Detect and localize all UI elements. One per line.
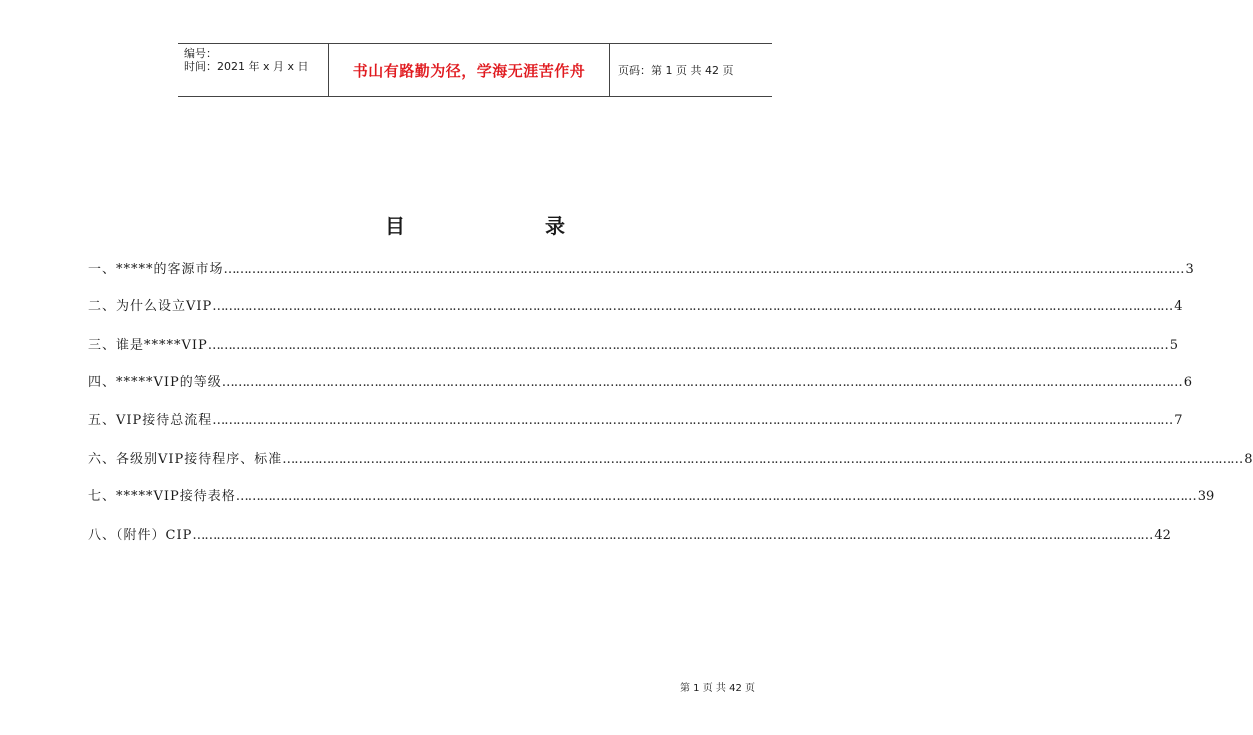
number-label: 编号： bbox=[184, 47, 217, 60]
toc-item-page: 42 bbox=[1154, 528, 1171, 543]
toc-item[interactable] bbox=[88, 336, 1179, 356]
toc-item[interactable] bbox=[88, 526, 1171, 546]
toc-leader: …………………………………………………………………………………………………………………………………………………………………………………………………………………… bbox=[207, 338, 1168, 353]
toc-item[interactable] bbox=[88, 450, 1253, 470]
toc-item-page: 5 bbox=[1169, 338, 1179, 353]
toc-item-label: 一、*****的客源市场 bbox=[88, 262, 224, 277]
toc-item-page: 8 bbox=[1244, 452, 1253, 467]
toc-leader: …………………………………………………………………………………………………………………………………………………………………………………………………………………… bbox=[212, 299, 1173, 314]
toc-item-label: 二、为什么设立VIP bbox=[88, 299, 213, 314]
toc-item-page: 3 bbox=[1185, 262, 1194, 277]
toc-item-label: 三、谁是*****VIP bbox=[88, 338, 208, 353]
toc-item-page: 7 bbox=[1174, 413, 1183, 428]
toc-item-page: 4 bbox=[1174, 299, 1183, 314]
header-motto: 书山有路勤为径，学海无涯苦作舟 bbox=[329, 44, 610, 96]
toc-item-label: 八、（附件）CIP bbox=[88, 528, 193, 543]
toc-item-label: 四、*****VIP的等级 bbox=[88, 375, 222, 390]
header-page-info: 页码：第 1 页 共 42 页 bbox=[618, 64, 734, 77]
toc-item-page: 39 bbox=[1197, 489, 1215, 504]
toc-title-char-1: 目 bbox=[385, 214, 405, 238]
toc-item[interactable] bbox=[88, 487, 1215, 507]
toc-leader: …………………………………………………………………………………………………………………………………………………………………………………………………………………… bbox=[223, 262, 1184, 277]
toc-item-page: 6 bbox=[1183, 375, 1193, 390]
toc-item-label: 五、VIP接待总流程 bbox=[88, 413, 213, 428]
time-label: 时间：2021 年 x 月 x 日 bbox=[184, 60, 309, 73]
toc-item[interactable] bbox=[88, 373, 1193, 393]
toc-leader: …………………………………………………………………………………………………………………………………………………………………………………………………………………… bbox=[282, 452, 1243, 467]
toc-item-label: 六、各级别VIP接待程序、标准 bbox=[88, 452, 283, 467]
header-table bbox=[178, 43, 772, 97]
toc-leader: …………………………………………………………………………………………………………………………………………………………………………………………………………………… bbox=[235, 489, 1196, 504]
toc-item[interactable] bbox=[88, 411, 1183, 431]
toc-leader: …………………………………………………………………………………………………………………………………………………………………………………………………………………… bbox=[212, 413, 1173, 428]
toc-item-label: 七、*****VIP接待表格 bbox=[88, 489, 236, 504]
toc-item[interactable] bbox=[88, 260, 1194, 280]
page-footer: 第 1 页 共 42 页 bbox=[680, 683, 755, 694]
toc-item[interactable] bbox=[88, 297, 1183, 317]
header-meta bbox=[178, 44, 329, 96]
toc-leader: …………………………………………………………………………………………………………………………………………………………………………………………………………………… bbox=[192, 528, 1153, 543]
toc-leader: …………………………………………………………………………………………………………………………………………………………………………………………………………………… bbox=[221, 375, 1182, 390]
toc-title-char-2: 录 bbox=[545, 214, 565, 238]
toc-title bbox=[0, 210, 950, 238]
